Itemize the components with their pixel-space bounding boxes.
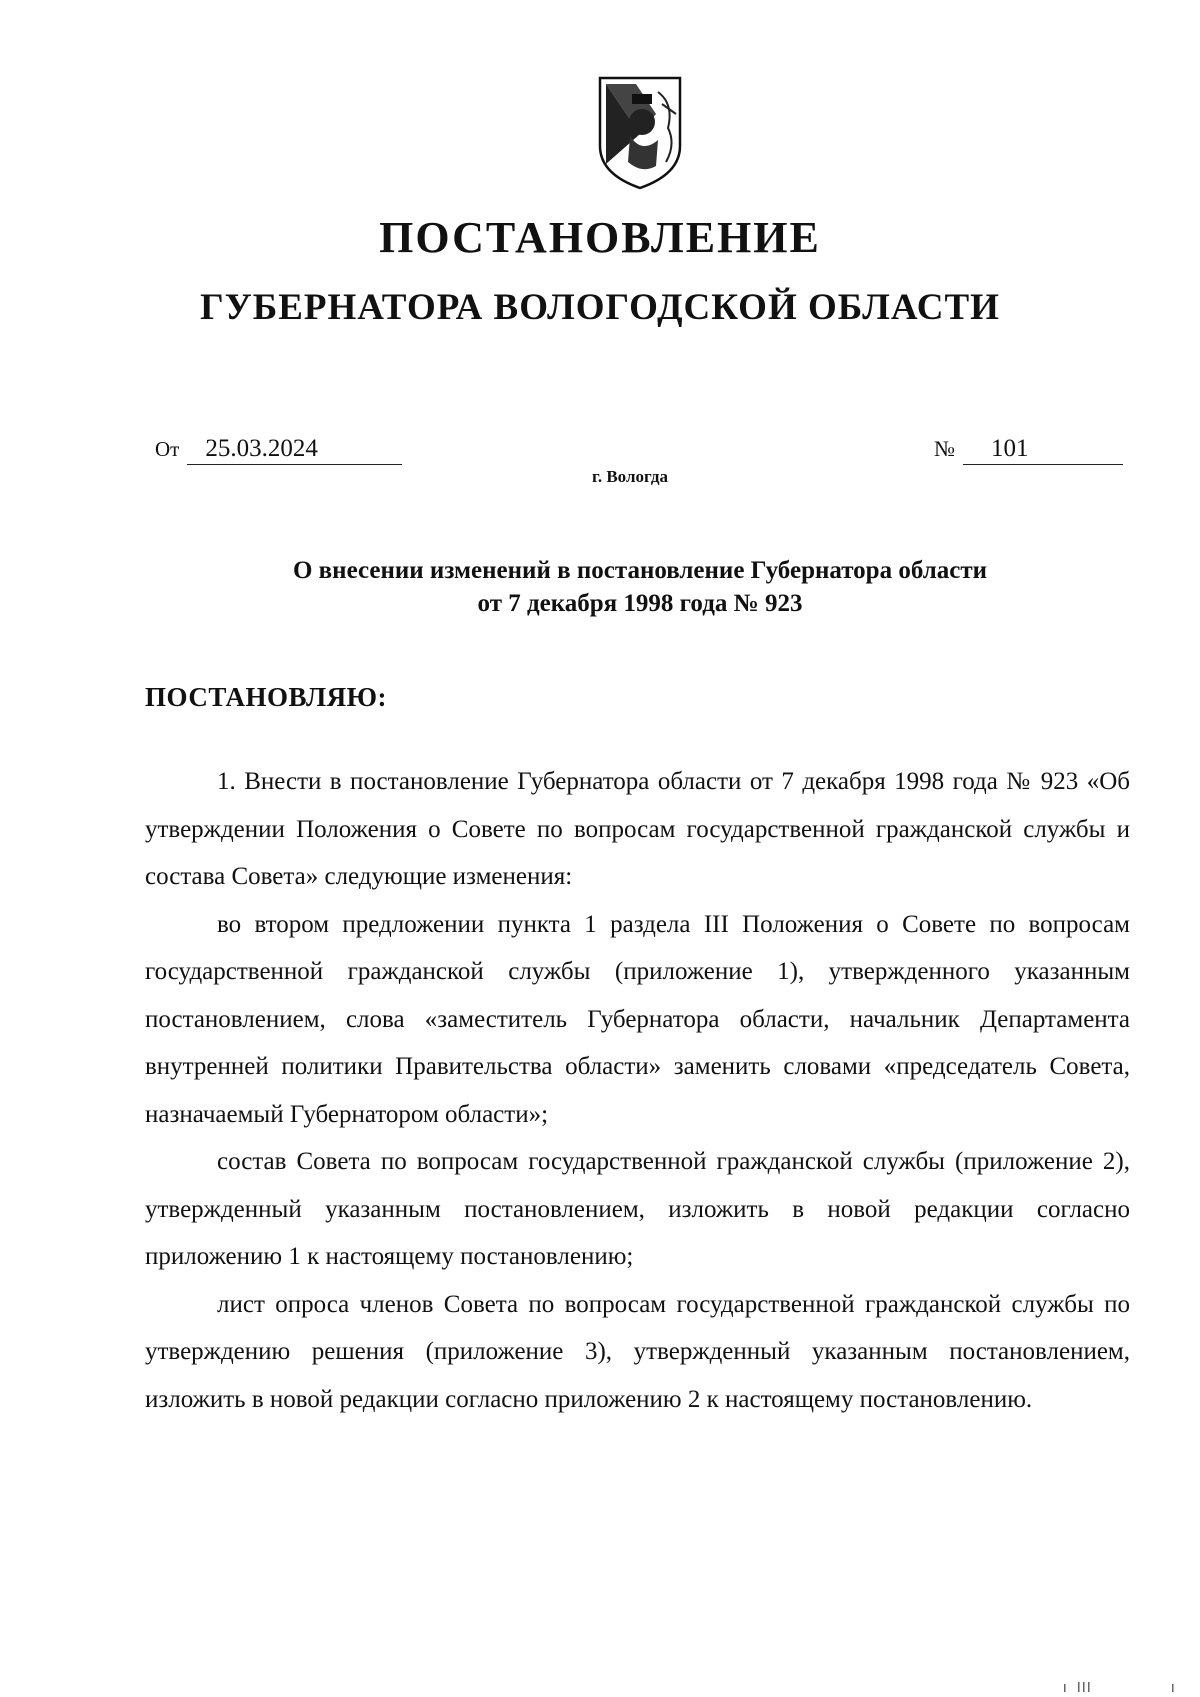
city-label: г. Вологда bbox=[592, 467, 668, 486]
number-value: 101 bbox=[963, 434, 1123, 465]
paragraph-1: 1. Внести в постановление Губернатора области от 7 декабря 1998 года № 923 «Об утверждении Положения о Совете по вопросам государственной гражданской службы и состава Совета» следующие изменения: bbox=[145, 768, 1130, 890]
subject-line-2: от 7 декабря 1998 года № 923 bbox=[477, 590, 803, 617]
document-subject bbox=[0, 554, 1200, 620]
paragraph-4: лист опроса членов Совета по вопросам государственной гражданской службы по утверждению решения (приложение 3), утвержденный указанным постановлением, изложить в новой редакции согласно приложению 2 к настоящему постановлению. bbox=[145, 1290, 1130, 1413]
subject-line-1: О внесении изменений в постановление Губернатора области bbox=[292, 557, 988, 584]
scan-marks-icon bbox=[1060, 1672, 1180, 1692]
document-title: ПОСТАНОВЛЕНИЕ bbox=[379, 213, 821, 262]
number-field bbox=[934, 434, 1123, 465]
paragraph-3: состав Совета по вопросам государственной гражданской службы (приложение 2), утвержденный указанным постановлением, изложить в новой редакции согласно приложению 1 к настоящему постановлению; bbox=[145, 1148, 1130, 1270]
paragraph-2: во втором предложении пункта 1 раздела III Положения о Совете по вопросам государственной гражданской службы (приложение 1), утвержденного указанным постановлением, слова «заместитель Губернатора области, начальник Департамента внутренней политики Правительства области» заменить словами «председатель Совета, назначаемый Губернатором области»; bbox=[145, 910, 1130, 1128]
date-field bbox=[155, 434, 402, 465]
decree-heading: ПОСТАНОВЛЯЮ: bbox=[145, 682, 387, 712]
document-body bbox=[145, 758, 1130, 1423]
coat-of-arms-icon bbox=[596, 74, 684, 192]
date-prefix: От bbox=[155, 437, 180, 461]
document-subtitle: ГУБЕРНАТОРА ВОЛОГОДСКОЙ ОБЛАСТИ bbox=[200, 287, 1000, 328]
date-value: 25.03.2024 bbox=[187, 434, 402, 465]
number-prefix: № bbox=[934, 436, 955, 461]
